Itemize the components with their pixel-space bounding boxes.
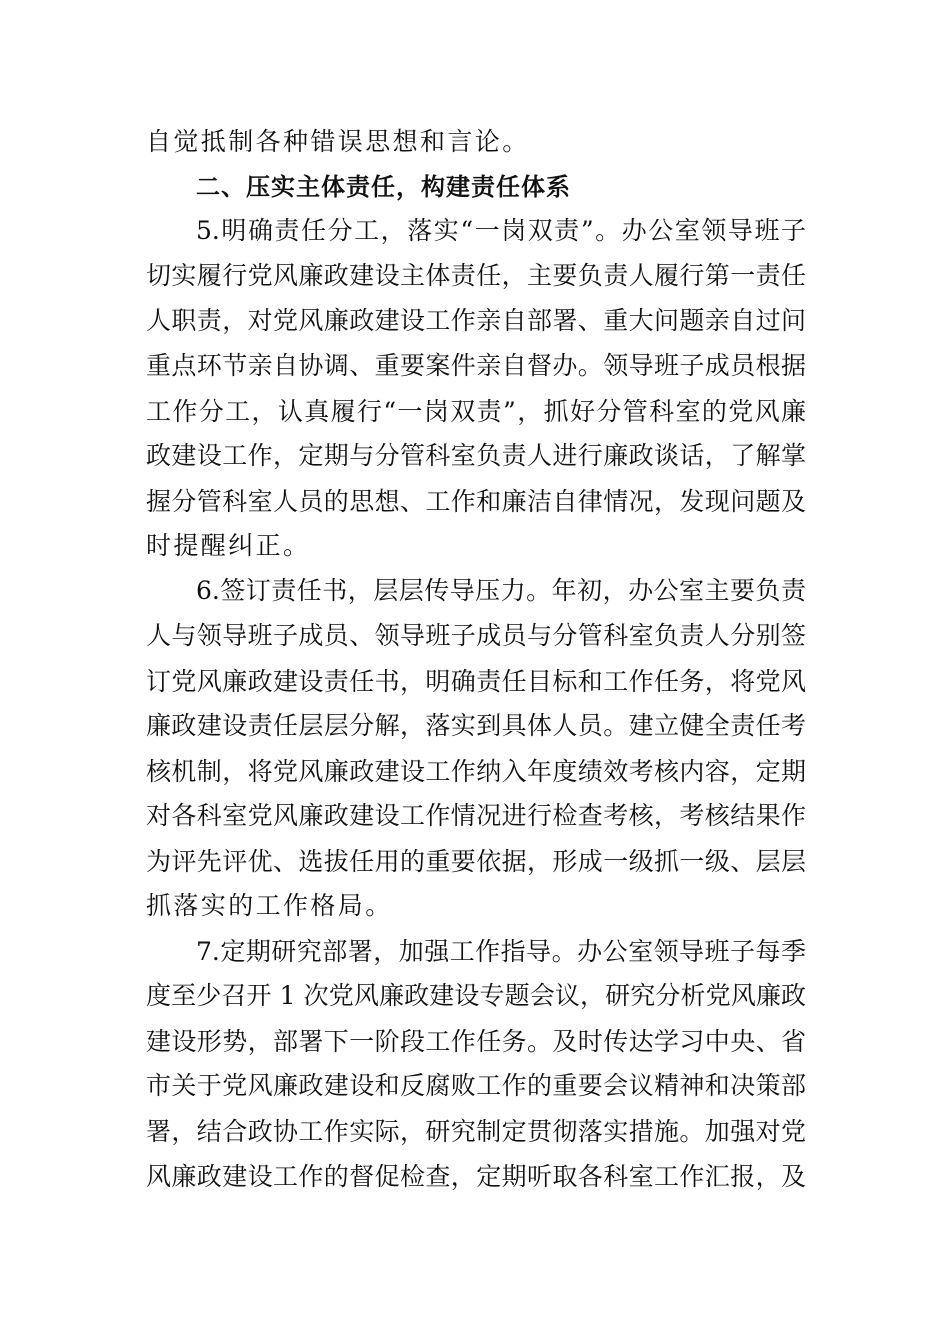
paragraph-5-line: 人职责，对党风廉政建设工作亲自部署、重大问题亲自过问 bbox=[146, 306, 806, 335]
paragraph-5-line: 工作分工，认真履行“一岗双责”，抓好分管科室的党风廉 bbox=[146, 397, 806, 426]
paragraph-7-line: 7.定期研究部署，加强工作指导。办公室领导班子每季 bbox=[196, 937, 806, 966]
paragraph-6-line: 人与领导班子成员、领导班子成员与分管科室负责人分别签 bbox=[146, 621, 806, 650]
paragraph-6-line: 核机制，将党风廉政建设工作纳入年度绩效考核内容，定期 bbox=[146, 757, 806, 786]
paragraph-5-line: 握分管科室人员的思想、工作和廉洁自律情况，发现问题及 bbox=[146, 487, 806, 516]
section-heading: 二、压实主体责任，构建责任体系 bbox=[196, 173, 571, 201]
paragraph-6-line: 抓落实的工作格局。 bbox=[146, 891, 393, 920]
paragraph-7-line: 度至少召开 1 次党风廉政建设专题会议，研究分析党风廉政 bbox=[146, 981, 806, 1010]
paragraph-6-line: 廉政建设责任层层分解，落实到具体人员。建立健全责任考 bbox=[146, 711, 806, 740]
paragraph-5-line: 政建设工作，定期与分管科室负责人进行廉政谈话，了解掌 bbox=[146, 441, 806, 470]
paragraph-7-line: 市关于党风廉政建设和反腐败工作的重要会议精神和决策部 bbox=[146, 1071, 806, 1100]
paragraph-5-line: 5.明确责任分工，落实“一岗双责”。办公室领导班子 bbox=[196, 216, 806, 245]
paragraph-5-line: 重点环节亲自协调、重要案件亲自督办。领导班子成员根据 bbox=[146, 351, 806, 380]
paragraph-6-line: 6.签订责任书，层层传导压力。年初，办公室主要负责 bbox=[196, 576, 806, 605]
paragraph-5-line: 时提醒纠正。 bbox=[146, 531, 311, 560]
paragraph-7-line: 风廉政建设工作的督促检查，定期听取各科室工作汇报，及 bbox=[146, 1162, 806, 1191]
paragraph-6-line: 为评先评优、选拔任用的重要依据，形成一级抓一级、层层 bbox=[146, 847, 806, 876]
paragraph-6-line: 订党风廉政建设责任书，明确责任目标和工作任务，将党风 bbox=[146, 667, 806, 696]
paragraph-6-line: 对各科室党风廉政建设工作情况进行检查考核，考核结果作 bbox=[146, 801, 806, 830]
paragraph-7-line: 署，结合政协工作实际，研究制定贯彻落实措施。加强对党 bbox=[146, 1117, 806, 1146]
paragraph-7-line: 建设形势，部署下一阶段工作任务。及时传达学习中央、省 bbox=[146, 1027, 806, 1056]
paragraph-5-line: 切实履行党风廉政建设主体责任，主要负责人履行第一责任 bbox=[146, 261, 806, 290]
text-line: 自觉抵制各种错误思想和言论。 bbox=[146, 127, 530, 156]
